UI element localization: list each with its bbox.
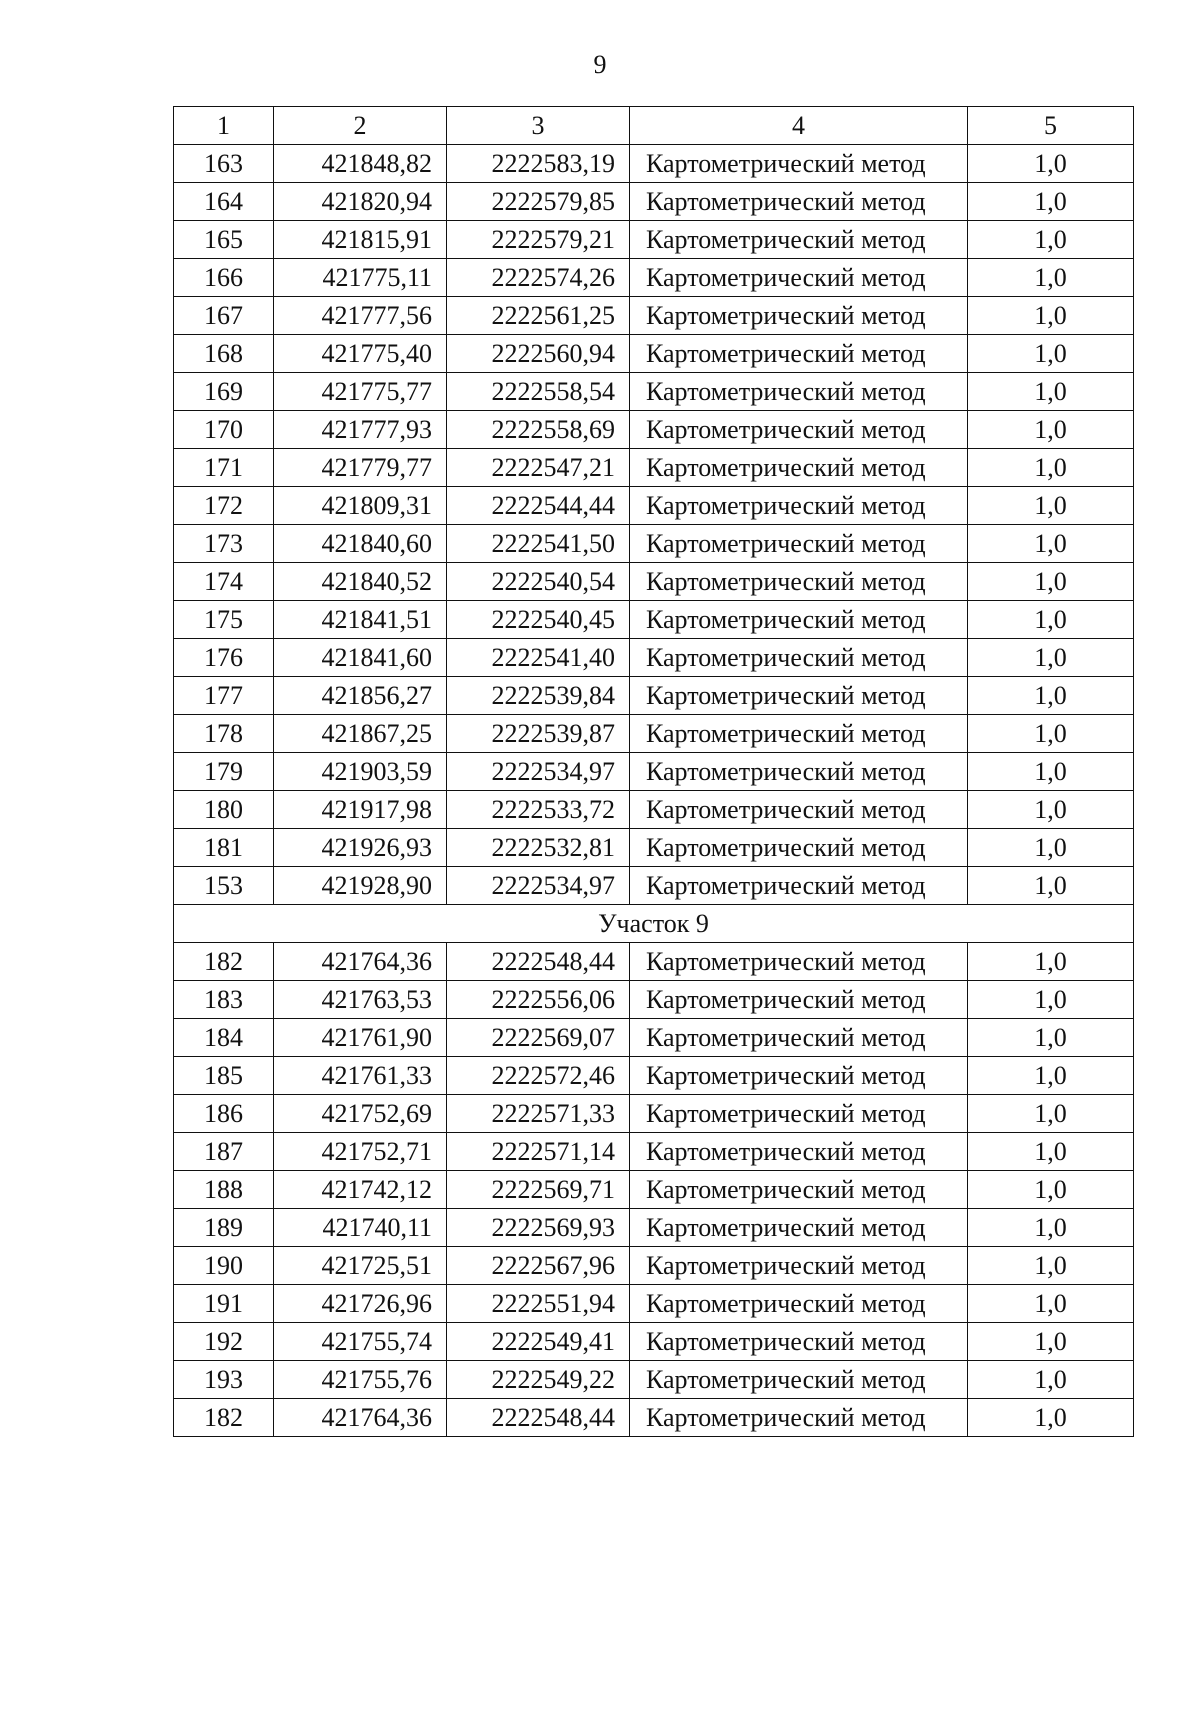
y-coordinate-cell: 2222560,94 xyxy=(447,335,630,373)
accuracy-cell: 1,0 xyxy=(968,297,1134,335)
table-row xyxy=(174,639,1134,677)
method-cell: Картометрический метод xyxy=(630,525,968,563)
y-coordinate-cell: 2222561,25 xyxy=(447,297,630,335)
point-number-cell: 176 xyxy=(174,639,274,677)
point-number-cell: 190 xyxy=(174,1247,274,1285)
table-row xyxy=(174,563,1134,601)
x-coordinate-cell: 421775,11 xyxy=(274,259,447,297)
method-cell: Картометрический метод xyxy=(630,563,968,601)
point-number-cell: 163 xyxy=(174,145,274,183)
y-coordinate-cell: 2222583,19 xyxy=(447,145,630,183)
x-coordinate-cell: 421775,77 xyxy=(274,373,447,411)
column-header: 1 xyxy=(174,107,274,145)
y-coordinate-cell: 2222569,71 xyxy=(447,1171,630,1209)
point-number-cell: 174 xyxy=(174,563,274,601)
coordinates-table xyxy=(173,106,1134,1437)
x-coordinate-cell: 421761,90 xyxy=(274,1019,447,1057)
y-coordinate-cell: 2222579,85 xyxy=(447,183,630,221)
accuracy-cell: 1,0 xyxy=(968,1133,1134,1171)
coordinates-table-body xyxy=(174,107,1134,1437)
table-row xyxy=(174,943,1134,981)
x-coordinate-cell: 421779,77 xyxy=(274,449,447,487)
x-coordinate-cell: 421820,94 xyxy=(274,183,447,221)
table-row xyxy=(174,1361,1134,1399)
y-coordinate-cell: 2222579,21 xyxy=(447,221,630,259)
table-row xyxy=(174,1133,1134,1171)
accuracy-cell: 1,0 xyxy=(968,525,1134,563)
point-number-cell: 153 xyxy=(174,867,274,905)
y-coordinate-cell: 2222548,44 xyxy=(447,943,630,981)
table-row xyxy=(174,1399,1134,1437)
table-row xyxy=(174,1285,1134,1323)
method-cell: Картометрический метод xyxy=(630,411,968,449)
accuracy-cell: 1,0 xyxy=(968,1323,1134,1361)
accuracy-cell: 1,0 xyxy=(968,563,1134,601)
table-row xyxy=(174,1247,1134,1285)
x-coordinate-cell: 421867,25 xyxy=(274,715,447,753)
x-coordinate-cell: 421926,93 xyxy=(274,829,447,867)
table-row xyxy=(174,981,1134,1019)
table-row xyxy=(174,525,1134,563)
table-row xyxy=(174,677,1134,715)
point-number-cell: 182 xyxy=(174,1399,274,1437)
x-coordinate-cell: 421764,36 xyxy=(274,1399,447,1437)
x-coordinate-cell: 421917,98 xyxy=(274,791,447,829)
y-coordinate-cell: 2222540,45 xyxy=(447,601,630,639)
point-number-cell: 192 xyxy=(174,1323,274,1361)
column-header: 4 xyxy=(630,107,968,145)
point-number-cell: 178 xyxy=(174,715,274,753)
y-coordinate-cell: 2222544,44 xyxy=(447,487,630,525)
point-number-cell: 167 xyxy=(174,297,274,335)
x-coordinate-cell: 421755,74 xyxy=(274,1323,447,1361)
point-number-cell: 187 xyxy=(174,1133,274,1171)
accuracy-cell: 1,0 xyxy=(968,639,1134,677)
x-coordinate-cell: 421840,60 xyxy=(274,525,447,563)
table-row xyxy=(174,753,1134,791)
y-coordinate-cell: 2222556,06 xyxy=(447,981,630,1019)
accuracy-cell: 1,0 xyxy=(968,753,1134,791)
table-row xyxy=(174,791,1134,829)
table-row xyxy=(174,449,1134,487)
x-coordinate-cell: 421775,40 xyxy=(274,335,447,373)
y-coordinate-cell: 2222549,41 xyxy=(447,1323,630,1361)
accuracy-cell: 1,0 xyxy=(968,1171,1134,1209)
point-number-cell: 170 xyxy=(174,411,274,449)
accuracy-cell: 1,0 xyxy=(968,601,1134,639)
x-coordinate-cell: 421848,82 xyxy=(274,145,447,183)
accuracy-cell: 1,0 xyxy=(968,183,1134,221)
method-cell: Картометрический метод xyxy=(630,1209,968,1247)
table-row xyxy=(174,1209,1134,1247)
point-number-cell: 177 xyxy=(174,677,274,715)
accuracy-cell: 1,0 xyxy=(968,1399,1134,1437)
point-number-cell: 182 xyxy=(174,943,274,981)
x-coordinate-cell: 421725,51 xyxy=(274,1247,447,1285)
point-number-cell: 169 xyxy=(174,373,274,411)
table-row xyxy=(174,221,1134,259)
table-row xyxy=(174,145,1134,183)
method-cell: Картометрический метод xyxy=(630,677,968,715)
x-coordinate-cell: 421841,60 xyxy=(274,639,447,677)
page-number: 9 xyxy=(593,50,607,79)
x-coordinate-cell: 421840,52 xyxy=(274,563,447,601)
table-row xyxy=(174,829,1134,867)
point-number-cell: 180 xyxy=(174,791,274,829)
method-cell: Картометрический метод xyxy=(630,981,968,1019)
point-number-cell: 191 xyxy=(174,1285,274,1323)
header-row xyxy=(174,107,1134,145)
method-cell: Картометрический метод xyxy=(630,449,968,487)
method-cell: Картометрический метод xyxy=(630,145,968,183)
x-coordinate-cell: 421928,90 xyxy=(274,867,447,905)
accuracy-cell: 1,0 xyxy=(968,1095,1134,1133)
section-row xyxy=(174,905,1134,943)
y-coordinate-cell: 2222572,46 xyxy=(447,1057,630,1095)
y-coordinate-cell: 2222539,87 xyxy=(447,715,630,753)
point-number-cell: 181 xyxy=(174,829,274,867)
point-number-cell: 175 xyxy=(174,601,274,639)
x-coordinate-cell: 421777,93 xyxy=(274,411,447,449)
method-cell: Картометрический метод xyxy=(630,1057,968,1095)
point-number-cell: 186 xyxy=(174,1095,274,1133)
point-number-cell: 179 xyxy=(174,753,274,791)
method-cell: Картометрический метод xyxy=(630,221,968,259)
accuracy-cell: 1,0 xyxy=(968,791,1134,829)
y-coordinate-cell: 2222551,94 xyxy=(447,1285,630,1323)
method-cell: Картометрический метод xyxy=(630,1095,968,1133)
table-row xyxy=(174,715,1134,753)
method-cell: Картометрический метод xyxy=(630,1323,968,1361)
column-header: 2 xyxy=(274,107,447,145)
x-coordinate-cell: 421903,59 xyxy=(274,753,447,791)
y-coordinate-cell: 2222558,69 xyxy=(447,411,630,449)
method-cell: Картометрический метод xyxy=(630,1171,968,1209)
accuracy-cell: 1,0 xyxy=(968,943,1134,981)
x-coordinate-cell: 421740,11 xyxy=(274,1209,447,1247)
table-row xyxy=(174,601,1134,639)
point-number-cell: 188 xyxy=(174,1171,274,1209)
method-cell: Картометрический метод xyxy=(630,943,968,981)
accuracy-cell: 1,0 xyxy=(968,1361,1134,1399)
y-coordinate-cell: 2222569,93 xyxy=(447,1209,630,1247)
column-header: 3 xyxy=(447,107,630,145)
y-coordinate-cell: 2222571,33 xyxy=(447,1095,630,1133)
table-row xyxy=(174,259,1134,297)
y-coordinate-cell: 2222574,26 xyxy=(447,259,630,297)
method-cell: Картометрический метод xyxy=(630,791,968,829)
x-coordinate-cell: 421761,33 xyxy=(274,1057,447,1095)
section-title: Участок 9 xyxy=(174,905,1134,943)
x-coordinate-cell: 421763,53 xyxy=(274,981,447,1019)
accuracy-cell: 1,0 xyxy=(968,1209,1134,1247)
y-coordinate-cell: 2222534,97 xyxy=(447,867,630,905)
point-number-cell: 183 xyxy=(174,981,274,1019)
method-cell: Картометрический метод xyxy=(630,1133,968,1171)
accuracy-cell: 1,0 xyxy=(968,715,1134,753)
y-coordinate-cell: 2222569,07 xyxy=(447,1019,630,1057)
method-cell: Картометрический метод xyxy=(630,639,968,677)
x-coordinate-cell: 421726,96 xyxy=(274,1285,447,1323)
x-coordinate-cell: 421856,27 xyxy=(274,677,447,715)
point-number-cell: 189 xyxy=(174,1209,274,1247)
method-cell: Картометрический метод xyxy=(630,867,968,905)
y-coordinate-cell: 2222541,50 xyxy=(447,525,630,563)
x-coordinate-cell: 421752,71 xyxy=(274,1133,447,1171)
y-coordinate-cell: 2222534,97 xyxy=(447,753,630,791)
x-coordinate-cell: 421755,76 xyxy=(274,1361,447,1399)
table-row xyxy=(174,297,1134,335)
x-coordinate-cell: 421764,36 xyxy=(274,943,447,981)
table-row xyxy=(174,487,1134,525)
method-cell: Картометрический метод xyxy=(630,183,968,221)
table-row xyxy=(174,411,1134,449)
accuracy-cell: 1,0 xyxy=(968,1285,1134,1323)
accuracy-cell: 1,0 xyxy=(968,335,1134,373)
accuracy-cell: 1,0 xyxy=(968,221,1134,259)
method-cell: Картометрический метод xyxy=(630,259,968,297)
method-cell: Картометрический метод xyxy=(630,1247,968,1285)
method-cell: Картометрический метод xyxy=(630,487,968,525)
table-row xyxy=(174,373,1134,411)
method-cell: Картометрический метод xyxy=(630,601,968,639)
y-coordinate-cell: 2222548,44 xyxy=(447,1399,630,1437)
x-coordinate-cell: 421841,51 xyxy=(274,601,447,639)
x-coordinate-cell: 421809,31 xyxy=(274,487,447,525)
point-number-cell: 173 xyxy=(174,525,274,563)
column-header: 5 xyxy=(968,107,1134,145)
accuracy-cell: 1,0 xyxy=(968,1057,1134,1095)
accuracy-cell: 1,0 xyxy=(968,259,1134,297)
y-coordinate-cell: 2222541,40 xyxy=(447,639,630,677)
accuracy-cell: 1,0 xyxy=(968,981,1134,1019)
accuracy-cell: 1,0 xyxy=(968,867,1134,905)
y-coordinate-cell: 2222571,14 xyxy=(447,1133,630,1171)
point-number-cell: 171 xyxy=(174,449,274,487)
point-number-cell: 172 xyxy=(174,487,274,525)
accuracy-cell: 1,0 xyxy=(968,145,1134,183)
point-number-cell: 193 xyxy=(174,1361,274,1399)
point-number-cell: 168 xyxy=(174,335,274,373)
x-coordinate-cell: 421777,56 xyxy=(274,297,447,335)
method-cell: Картометрический метод xyxy=(630,829,968,867)
point-number-cell: 164 xyxy=(174,183,274,221)
accuracy-cell: 1,0 xyxy=(968,411,1134,449)
method-cell: Картометрический метод xyxy=(630,335,968,373)
y-coordinate-cell: 2222533,72 xyxy=(447,791,630,829)
y-coordinate-cell: 2222549,22 xyxy=(447,1361,630,1399)
x-coordinate-cell: 421815,91 xyxy=(274,221,447,259)
y-coordinate-cell: 2222540,54 xyxy=(447,563,630,601)
y-coordinate-cell: 2222539,84 xyxy=(447,677,630,715)
point-number-cell: 166 xyxy=(174,259,274,297)
x-coordinate-cell: 421742,12 xyxy=(274,1171,447,1209)
x-coordinate-cell: 421752,69 xyxy=(274,1095,447,1133)
method-cell: Картометрический метод xyxy=(630,1361,968,1399)
method-cell: Картометрический метод xyxy=(630,753,968,791)
y-coordinate-cell: 2222532,81 xyxy=(447,829,630,867)
y-coordinate-cell: 2222558,54 xyxy=(447,373,630,411)
table-row xyxy=(174,1057,1134,1095)
accuracy-cell: 1,0 xyxy=(968,829,1134,867)
accuracy-cell: 1,0 xyxy=(968,487,1134,525)
point-number-cell: 165 xyxy=(174,221,274,259)
accuracy-cell: 1,0 xyxy=(968,373,1134,411)
table-row xyxy=(174,867,1134,905)
y-coordinate-cell: 2222547,21 xyxy=(447,449,630,487)
method-cell: Картометрический метод xyxy=(630,715,968,753)
point-number-cell: 184 xyxy=(174,1019,274,1057)
y-coordinate-cell: 2222567,96 xyxy=(447,1247,630,1285)
table-row xyxy=(174,1095,1134,1133)
table-row xyxy=(174,1019,1134,1057)
accuracy-cell: 1,0 xyxy=(968,1019,1134,1057)
method-cell: Картометрический метод xyxy=(630,1285,968,1323)
table-row xyxy=(174,183,1134,221)
method-cell: Картометрический метод xyxy=(630,297,968,335)
method-cell: Картометрический метод xyxy=(630,1399,968,1437)
accuracy-cell: 1,0 xyxy=(968,449,1134,487)
accuracy-cell: 1,0 xyxy=(968,1247,1134,1285)
accuracy-cell: 1,0 xyxy=(968,677,1134,715)
table-row xyxy=(174,335,1134,373)
point-number-cell: 185 xyxy=(174,1057,274,1095)
table-row xyxy=(174,1323,1134,1361)
method-cell: Картометрический метод xyxy=(630,373,968,411)
method-cell: Картометрический метод xyxy=(630,1019,968,1057)
table-row xyxy=(174,1171,1134,1209)
